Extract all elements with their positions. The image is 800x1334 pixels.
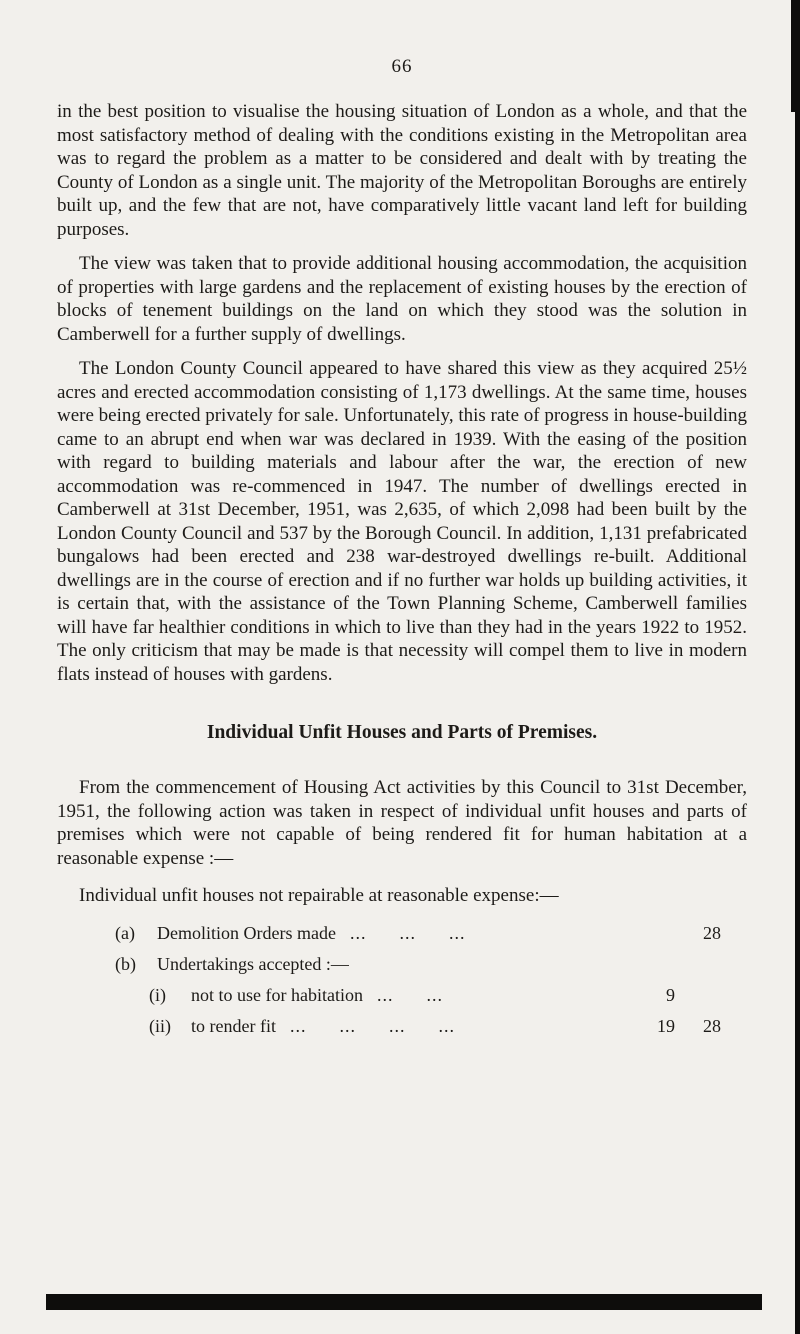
scan-artifact-right-edge xyxy=(795,0,800,1334)
paragraph: The London County Council appeared to have shared this view as they acquired 25½ acres and erected accommodation consisting of 1,173 dwellings. At the same time, houses were being erected privately for sale. Unfortunately, this rate of progress in house-building came to an abrupt end when war was declared in 1939. With the easing of the position with regard to building materials and labour after the war, the erection of new accommodation was re-commenced in 1947. The number of dwellings erected in Camberwell at 31st December, 1951, was 2,635, of which 2,098 had been built by the London County Council and 537 by the Borough Council. In addition, 1,131 prefabricated bungalows had been erected and 238 war-destroyed dwellings re-built. Additional dwellings are in the course of erection and if no further war holds up building activities, it is certain that, with the assistance of the Town Planning Scheme, Camberwell families will have far healthier conditions in which to live than they had in the years 1922 to 1952. The only criticism that may be made is that necessity will compel them to live in modern flats instead of houses with gardens. xyxy=(57,358,747,685)
row-total: 28 xyxy=(703,1015,721,1036)
paragraph-continuation: in the best position to visualise the housing situation of London as a whole, and that the most satisfactory method of dealing with the conditions existing in the Metropolitan area was to regard the problem as a matter to be considered and dealt with by treating the County of London as a single unit. The majority of the Metropolitan Boroughs are entirely built up, and the few that are not, have comparatively little vacant land left for building purposes. xyxy=(57,101,747,240)
row-text: Undertakings accepted :— xyxy=(157,953,349,974)
dot-leader: ... ... xyxy=(376,984,443,1005)
row-label: (ii) xyxy=(149,1015,171,1036)
row-text: to render fit xyxy=(191,1015,276,1036)
page-number: 66 xyxy=(391,56,413,77)
section-intro: From the commencement of Housing Act activities by this Council to 31st December, 1951, the following action was taken in respect of individual unfit houses and parts of premises which were not capable of being rendered fit for human habitation at a reasonable expense :— xyxy=(57,777,747,869)
unfit-list xyxy=(115,920,721,1039)
row-value: 19 xyxy=(657,1015,675,1036)
list-title: Individual unfit houses not repairable at reasonable expense:— xyxy=(79,885,559,906)
dot-leader: ... ... ... xyxy=(349,922,466,943)
paragraph: The view was taken that to provide additional housing accommodation, the acquisition of properties with large gardens and the replacement of existing houses by the erection of blocks of tenement buildings on the land on which they stood was the solution in Camberwell for a further supply of dwellings. xyxy=(57,253,747,345)
list-row-b-ii xyxy=(115,1013,721,1039)
scan-artifact-right-corner xyxy=(791,0,800,112)
scan-artifact-bottom-bar xyxy=(46,1294,762,1310)
row-label: (i) xyxy=(149,984,166,1005)
list-row-b xyxy=(115,951,721,977)
page-content xyxy=(57,56,747,1044)
row-text: not to use for habitation xyxy=(191,984,363,1005)
row-value: 9 xyxy=(666,984,675,1005)
row-label: (a) xyxy=(115,922,135,943)
row-label: (b) xyxy=(115,953,136,974)
list-row-a xyxy=(115,920,721,946)
row-text: Demolition Orders made xyxy=(157,922,336,943)
dot-leader: ... ... ... ... xyxy=(289,1015,455,1036)
row-total: 28 xyxy=(703,922,721,943)
list-row-b-i xyxy=(115,982,721,1008)
section-heading: Individual Unfit Houses and Parts of Premises. xyxy=(206,722,598,743)
